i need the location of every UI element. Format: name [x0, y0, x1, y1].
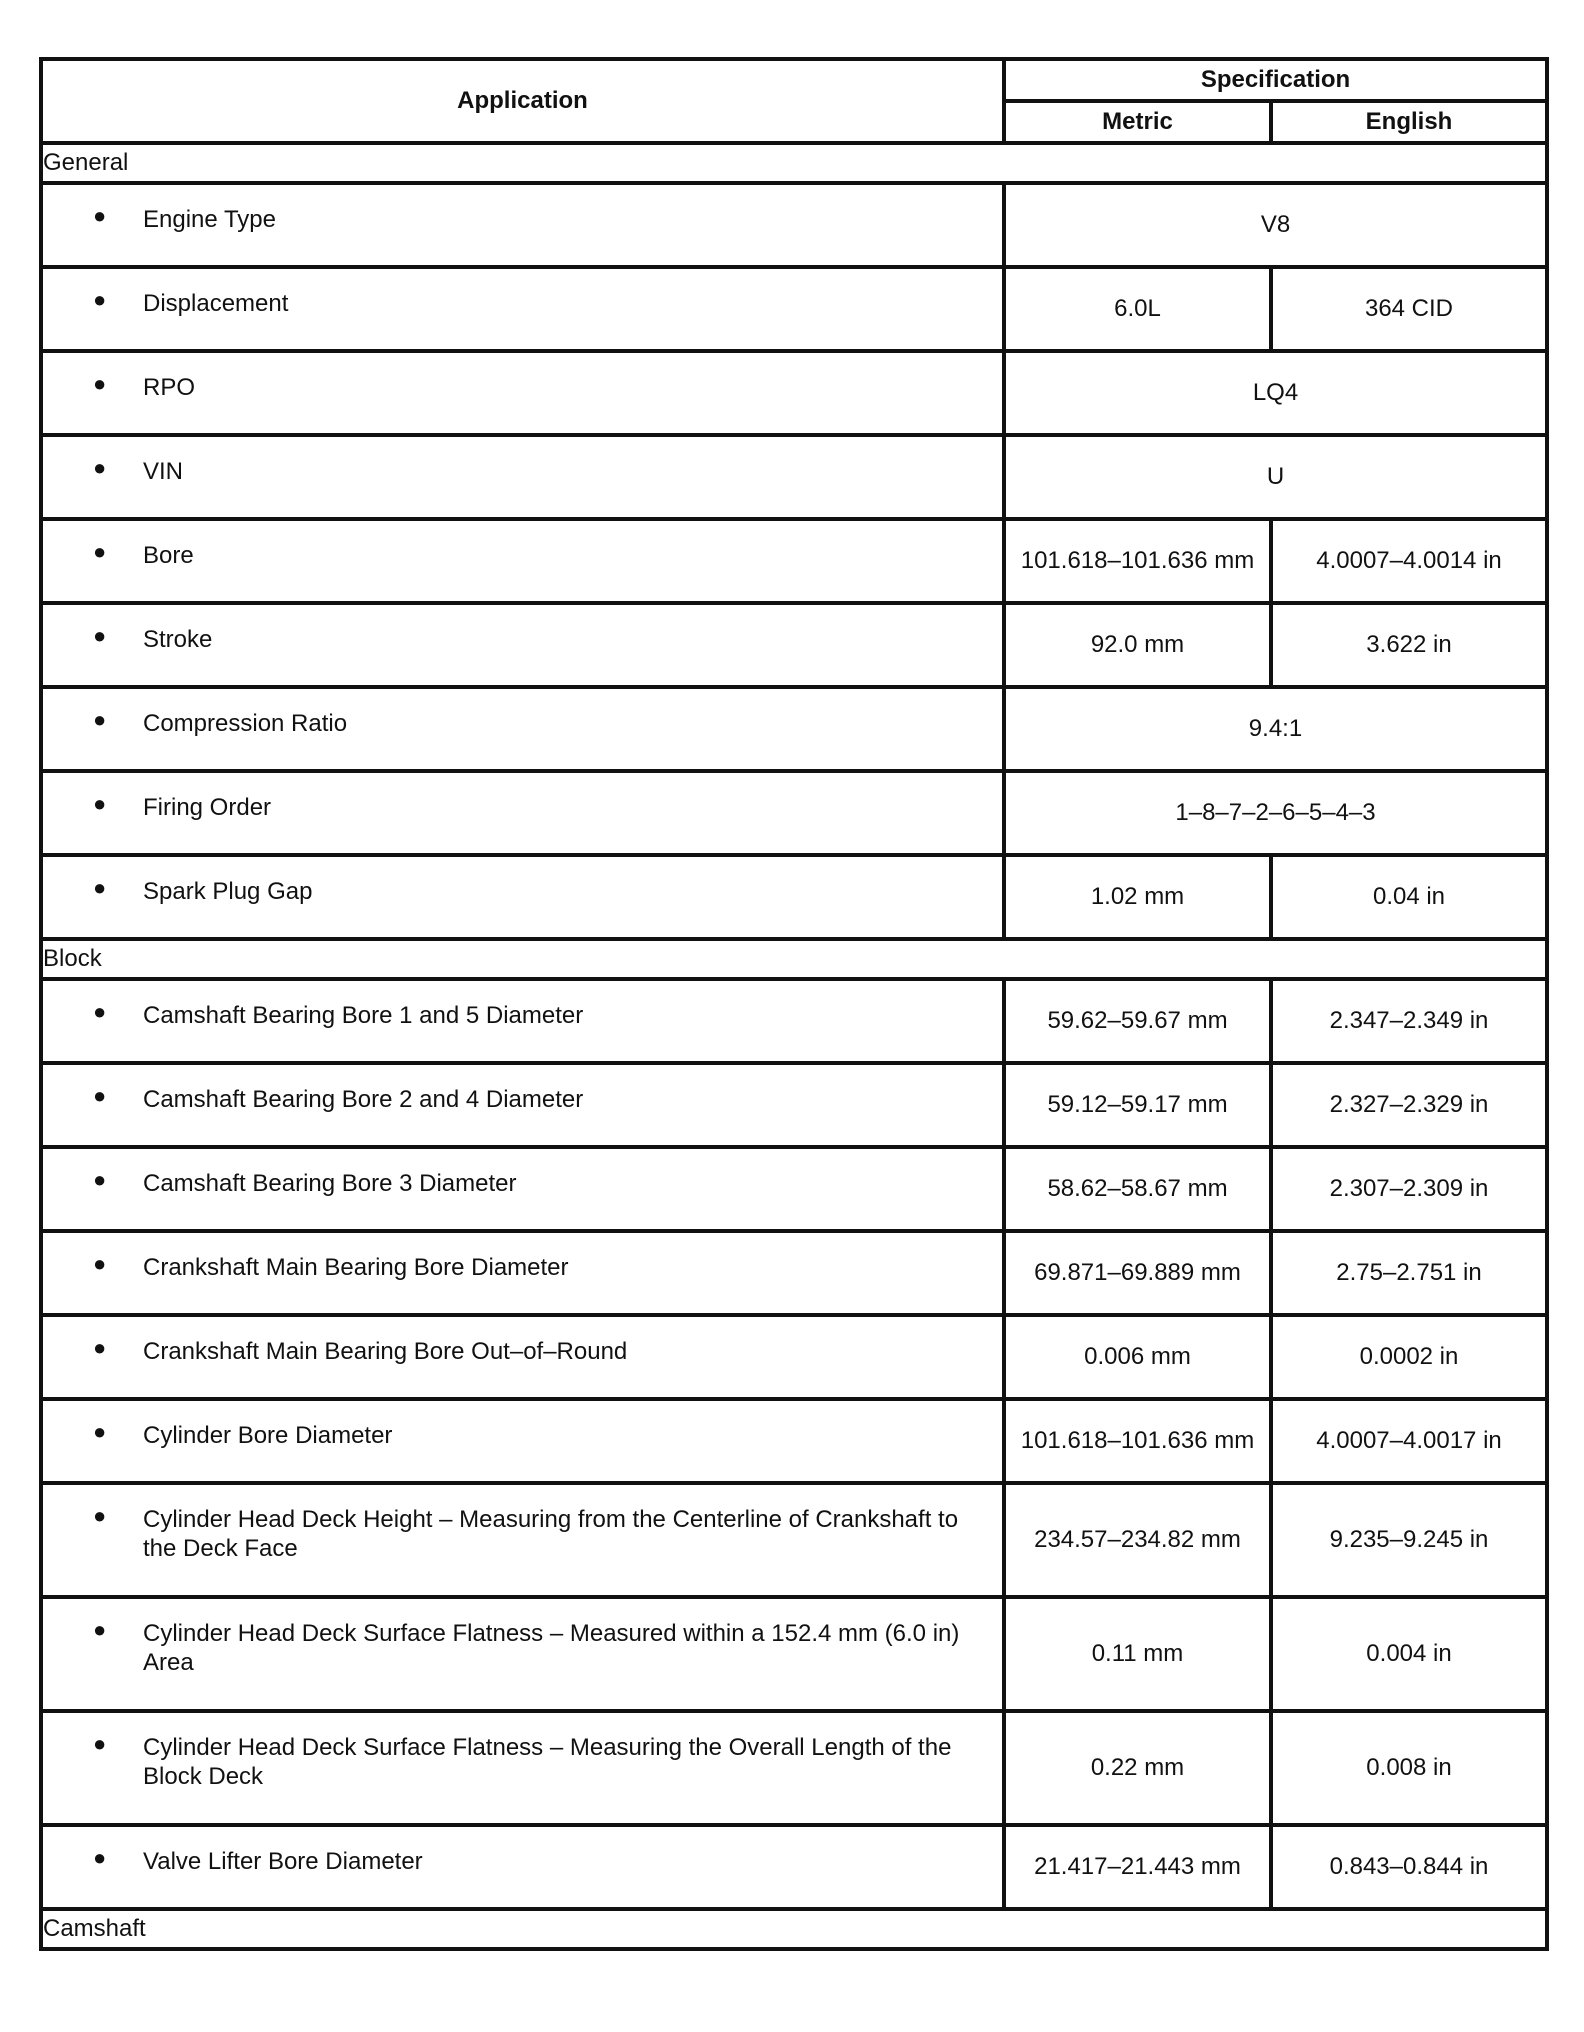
spec-row — [41, 687, 1547, 771]
application-label: Firing Order — [143, 794, 272, 821]
metric-value: 1.02 mm — [1004, 855, 1271, 939]
bullet-icon: ● — [93, 1845, 107, 1870]
bullet-icon: ● — [93, 371, 107, 396]
table-body — [41, 143, 1547, 1949]
application-label: Spark Plug Gap — [143, 878, 313, 905]
application-label: Crankshaft Main Bearing Bore Out–of–Round — [143, 1338, 628, 1365]
metric-value: 59.12–59.17 mm — [1004, 1063, 1271, 1147]
application-cell — [41, 979, 1004, 1063]
bullet-icon: ● — [93, 287, 107, 312]
application-label: Bore — [143, 542, 194, 569]
header-english: English — [1271, 101, 1547, 143]
combined-value: LQ4 — [1004, 351, 1547, 435]
application-label: Crankshaft Main Bearing Bore Diameter — [143, 1254, 569, 1281]
spec-row — [41, 771, 1547, 855]
bullet-icon: ● — [93, 623, 107, 648]
english-value: 9.235–9.245 in — [1271, 1483, 1547, 1597]
application-cell — [41, 687, 1004, 771]
specification-table — [39, 57, 1549, 1951]
combined-value: 9.4:1 — [1004, 687, 1547, 771]
application-label: Compression Ratio — [143, 710, 348, 737]
bullet-icon: ● — [93, 1251, 107, 1276]
english-value: 2.327–2.329 in — [1271, 1063, 1547, 1147]
application-label: Cylinder Head Deck Surface Flatness – Measured within a 152.4 mm (6.0 in) Area — [143, 1620, 960, 1676]
application-cell — [41, 267, 1004, 351]
spec-row — [41, 1399, 1547, 1483]
spec-row — [41, 1063, 1547, 1147]
metric-value: 234.57–234.82 mm — [1004, 1483, 1271, 1597]
application-cell — [41, 1483, 1004, 1597]
english-value: 4.0007–4.0017 in — [1271, 1399, 1547, 1483]
bullet-icon: ● — [93, 999, 107, 1024]
bullet-icon: ● — [93, 539, 107, 564]
bullet-icon: ● — [93, 791, 107, 816]
application-label: Valve Lifter Bore Diameter — [143, 1848, 423, 1875]
application-cell — [41, 855, 1004, 939]
english-value: 0.004 in — [1271, 1597, 1547, 1711]
bullet-icon: ● — [93, 1167, 107, 1192]
spec-row — [41, 351, 1547, 435]
combined-value: V8 — [1004, 183, 1547, 267]
bullet-icon: ● — [93, 1503, 107, 1528]
application-label: Displacement — [143, 290, 289, 317]
bullet-icon: ● — [93, 203, 107, 228]
english-value: 364 CID — [1271, 267, 1547, 351]
metric-value: 21.417–21.443 mm — [1004, 1825, 1271, 1909]
bullet-icon: ● — [93, 1419, 107, 1444]
application-label: Camshaft Bearing Bore 2 and 4 Diameter — [143, 1086, 584, 1113]
bullet-icon: ● — [93, 1083, 107, 1108]
section-title: Block — [41, 939, 1547, 979]
spec-row — [41, 435, 1547, 519]
bullet-icon: ● — [93, 707, 107, 732]
spec-row — [41, 519, 1547, 603]
application-cell — [41, 435, 1004, 519]
english-value: 0.0002 in — [1271, 1315, 1547, 1399]
english-value: 2.75–2.751 in — [1271, 1231, 1547, 1315]
metric-value: 0.11 mm — [1004, 1597, 1271, 1711]
spec-row — [41, 1711, 1547, 1825]
bullet-icon: ● — [93, 1731, 107, 1756]
application-cell — [41, 183, 1004, 267]
english-value: 0.04 in — [1271, 855, 1547, 939]
application-cell — [41, 1711, 1004, 1825]
spec-row — [41, 1825, 1547, 1909]
application-label: Engine Type — [143, 206, 276, 233]
english-value: 2.307–2.309 in — [1271, 1147, 1547, 1231]
spec-row — [41, 1483, 1547, 1597]
metric-value: 101.618–101.636 mm — [1004, 519, 1271, 603]
metric-value: 101.618–101.636 mm — [1004, 1399, 1271, 1483]
bullet-icon: ● — [93, 875, 107, 900]
english-value: 0.843–0.844 in — [1271, 1825, 1547, 1909]
bullet-icon: ● — [93, 455, 107, 480]
english-value: 0.008 in — [1271, 1711, 1547, 1825]
metric-value: 6.0L — [1004, 267, 1271, 351]
application-label: RPO — [143, 374, 196, 401]
application-label: Cylinder Head Deck Surface Flatness – Measuring the Overall Length of the Block Deck — [143, 1734, 952, 1790]
spec-row — [41, 183, 1547, 267]
application-cell — [41, 1147, 1004, 1231]
spec-row — [41, 1231, 1547, 1315]
application-label: Camshaft Bearing Bore 1 and 5 Diameter — [143, 1002, 584, 1029]
application-label: Stroke — [143, 626, 213, 653]
english-value: 4.0007–4.0014 in — [1271, 519, 1547, 603]
application-label: VIN — [143, 458, 184, 485]
spec-row — [41, 979, 1547, 1063]
application-cell — [41, 1597, 1004, 1711]
section-row — [41, 939, 1547, 979]
header-specification: Specification — [1004, 59, 1547, 101]
bullet-icon: ● — [93, 1617, 107, 1642]
application-label: Cylinder Bore Diameter — [143, 1422, 393, 1449]
english-value: 3.622 in — [1271, 603, 1547, 687]
application-cell — [41, 519, 1004, 603]
spec-row — [41, 1597, 1547, 1711]
application-cell — [41, 351, 1004, 435]
header-metric: Metric — [1004, 101, 1271, 143]
application-cell — [41, 1315, 1004, 1399]
spec-row — [41, 267, 1547, 351]
metric-value: 0.22 mm — [1004, 1711, 1271, 1825]
metric-value: 58.62–58.67 mm — [1004, 1147, 1271, 1231]
spec-row — [41, 1147, 1547, 1231]
application-cell — [41, 1063, 1004, 1147]
metric-value: 59.62–59.67 mm — [1004, 979, 1271, 1063]
section-title: Camshaft — [41, 1909, 1547, 1949]
bullet-icon: ● — [93, 1335, 107, 1360]
metric-value: 92.0 mm — [1004, 603, 1271, 687]
spec-row — [41, 1315, 1547, 1399]
combined-value: U — [1004, 435, 1547, 519]
english-value: 2.347–2.349 in — [1271, 979, 1547, 1063]
application-cell — [41, 771, 1004, 855]
header-application: Application — [41, 59, 1004, 143]
application-cell — [41, 1825, 1004, 1909]
application-cell — [41, 603, 1004, 687]
combined-value: 1–8–7–2–6–5–4–3 — [1004, 771, 1547, 855]
metric-value: 69.871–69.889 mm — [1004, 1231, 1271, 1315]
section-row — [41, 1909, 1547, 1949]
spec-row — [41, 603, 1547, 687]
metric-value: 0.006 mm — [1004, 1315, 1271, 1399]
section-title: General — [41, 143, 1547, 183]
application-label: Camshaft Bearing Bore 3 Diameter — [143, 1170, 517, 1197]
section-row — [41, 143, 1547, 183]
spec-row — [41, 855, 1547, 939]
application-label: Cylinder Head Deck Height – Measuring from the Centerline of Crankshaft to the Deck Face — [143, 1506, 959, 1562]
application-cell — [41, 1399, 1004, 1483]
application-cell — [41, 1231, 1004, 1315]
